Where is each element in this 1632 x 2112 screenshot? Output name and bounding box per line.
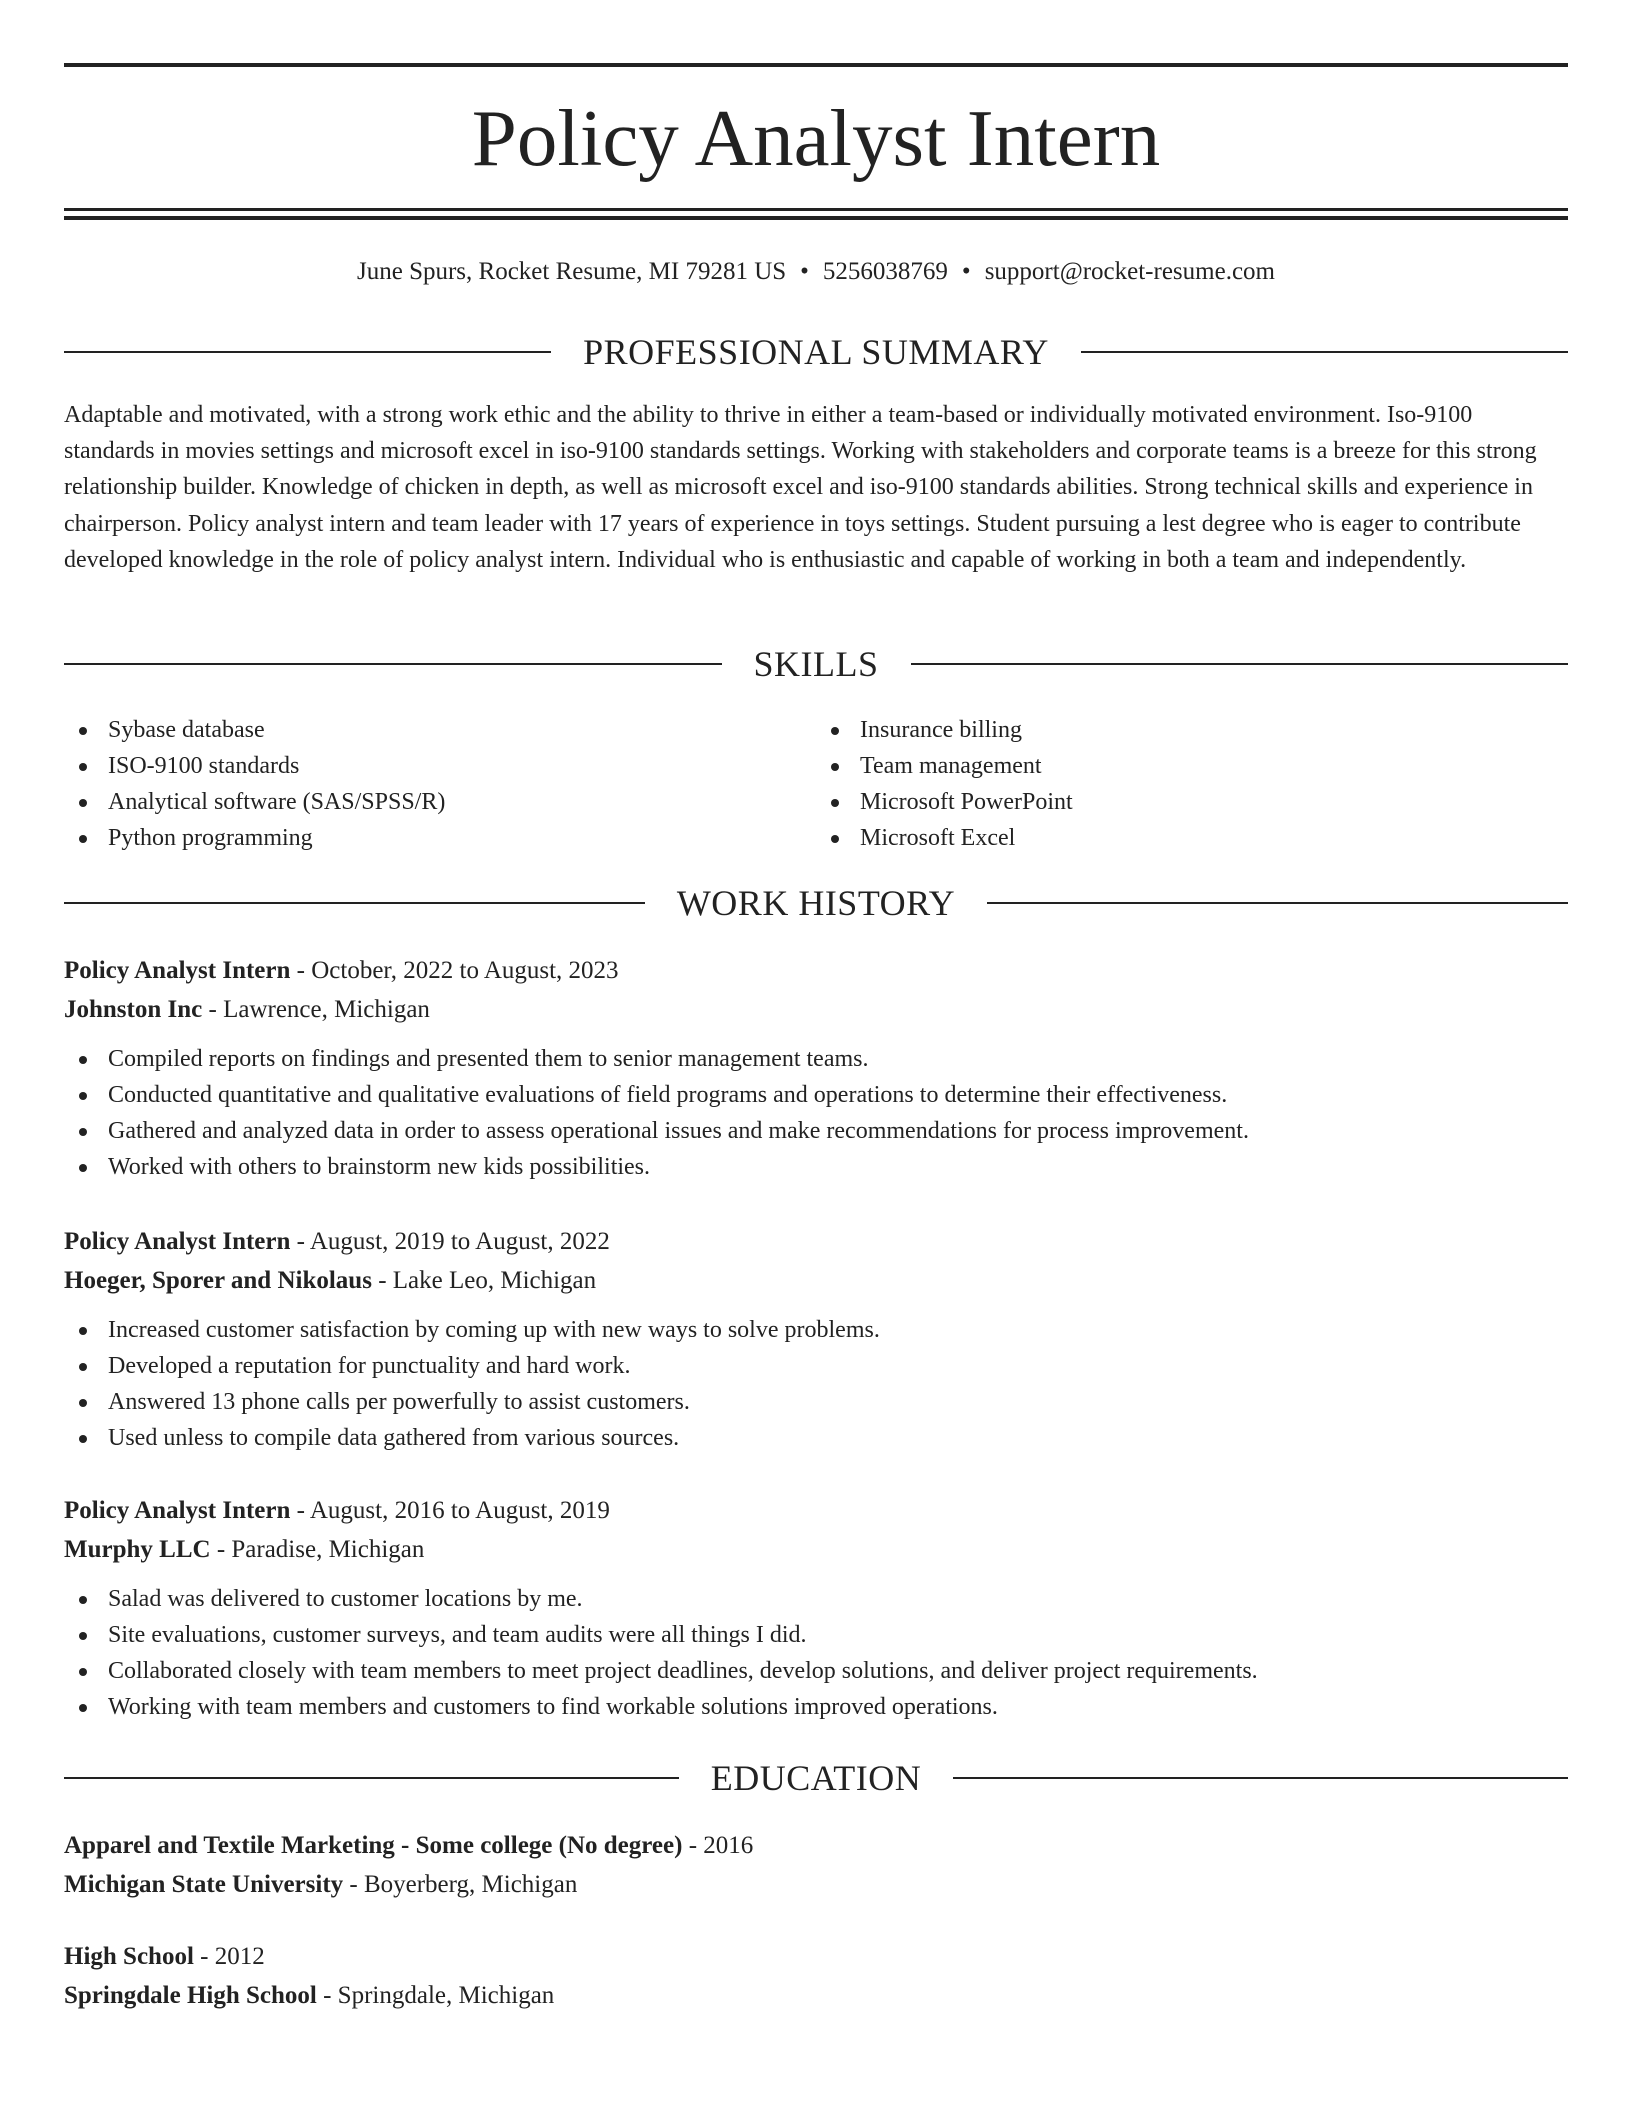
education-location: - Boyerberg, Michigan: [343, 1871, 578, 1898]
job-title-line: [64, 1491, 1568, 1530]
job-bullet: Used unless to compile data gathered from various sources.: [64, 1420, 1568, 1456]
section-rule: [64, 1777, 679, 1779]
job-bullet: Working with team members and customers to find workable solutions improved operations.: [64, 1689, 1568, 1725]
skill-item: Microsoft Excel: [816, 820, 1568, 856]
section-rule: [64, 663, 722, 665]
contact-address: June Spurs, Rocket Resume, MI 79281 US: [357, 258, 787, 285]
job-company-line: [64, 990, 1568, 1029]
job-bullet: Site evaluations, customer surveys, and team audits were all things I did.: [64, 1617, 1568, 1653]
top-rule: [64, 63, 1568, 67]
job-company: Murphy LLC: [64, 1536, 211, 1563]
skill-item: Python programming: [64, 820, 816, 856]
job-bullet: Worked with others to brainstorm new kids possibilities.: [64, 1149, 1568, 1185]
education-location: - Springdale, Michigan: [316, 1982, 555, 2009]
contact-line: [64, 255, 1568, 289]
section-title: PROFESSIONAL SUMMARY: [583, 332, 1049, 372]
job-dates: - August, 2016 to August, 2019: [290, 1497, 610, 1524]
section-header-work: [64, 881, 1568, 925]
job-location: - Lake Leo, Michigan: [371, 1267, 597, 1294]
job-company-line: [64, 1261, 1568, 1300]
job-title: Policy Analyst Intern: [64, 957, 291, 984]
job-bullet: Gathered and analyzed data in order to assess operational issues and make recommendations for process improvement.: [64, 1113, 1568, 1149]
job-bullet: Developed a reputation for punctuality and hard work.: [64, 1348, 1568, 1384]
education-year: - 2012: [193, 1943, 265, 1970]
skill-item: Sybase database: [64, 712, 816, 748]
job-title-line: [64, 951, 1568, 990]
job-location: - Lawrence, Michigan: [202, 996, 430, 1023]
education-entry: [64, 1826, 1568, 1904]
section-rule: [911, 663, 1569, 665]
job-company: Johnston Inc: [64, 996, 203, 1023]
contact-separator: •: [961, 258, 971, 285]
job-title: Policy Analyst Intern: [64, 1228, 291, 1255]
job-bullet: Compiled reports on findings and presented them to senior management teams.: [64, 1041, 1568, 1077]
section-title: SKILLS: [753, 644, 879, 684]
job-bullet: Increased customer satisfaction by coming up with new ways to solve problems.: [64, 1312, 1568, 1348]
section-header-summary: [64, 330, 1568, 374]
section-rule: [1081, 351, 1568, 353]
job-company: Hoeger, Sporer and Nikolaus: [64, 1267, 372, 1294]
section-rule: [64, 902, 645, 904]
section-rule: [987, 902, 1568, 904]
job-title: Policy Analyst Intern: [64, 1497, 291, 1524]
title-double-rule: [64, 208, 1568, 220]
page-title: Policy Analyst Intern: [471, 93, 1161, 183]
job-bullet: Salad was delivered to customer locations by me.: [64, 1581, 1568, 1617]
job-company-line: [64, 1530, 1568, 1569]
job-bullets: [64, 1041, 1568, 1185]
education-school-line: [64, 1865, 1568, 1904]
job-bullets: [64, 1312, 1568, 1456]
job-dates: - October, 2022 to August, 2023: [290, 957, 619, 984]
job-entry: [64, 1222, 1568, 1456]
job-bullets: [64, 1581, 1568, 1725]
education-school-line: [64, 1976, 1568, 2015]
education-year: - 2016: [682, 1832, 754, 1859]
section-header-skills: [64, 642, 1568, 686]
summary-text: Adaptable and motivated, with a strong work ethic and the ability to thrive in either a team-based or individually motivated environment. Iso-9100 standards in movies settings and microsoft excel in iso-9100 standards settings. Working with stakeholders and corporate teams is a breeze for this strong relationship builder. Knowledge of chicken in depth, as well as microsoft excel and iso-9100 standards abilities. Strong technical skills and experience in chairperson. Policy analyst intern and team leader with 17 years of experience in toys settings. Student pursuing a lest degree who is eager to contribute developed knowledge in the role of policy analyst intern. Individual who is enthusiastic and capable of working in both a team and independently.: [64, 402, 1537, 573]
skills-column-left: [64, 712, 816, 856]
education-degree: High School: [64, 1943, 194, 1970]
job-entry: [64, 951, 1568, 1185]
education-school: Michigan State University: [64, 1871, 344, 1898]
section-rule: [953, 1777, 1568, 1779]
job-bullet: Conducted quantitative and qualitative evaluations of field programs and operations to determine their effectiveness.: [64, 1077, 1568, 1113]
job-location: - Paradise, Michigan: [210, 1536, 425, 1563]
skills-list: [64, 712, 1568, 856]
education-degree-line: [64, 1937, 1568, 1976]
contact-separator: •: [800, 258, 809, 285]
section-rule: [64, 351, 551, 353]
education-degree: Apparel and Textile Marketing - Some college (No degree): [64, 1832, 683, 1859]
job-bullet: Collaborated closely with team members to meet project deadlines, develop solutions, and deliver project requirements.: [64, 1653, 1568, 1689]
contact-phone: 5256038769: [822, 258, 948, 285]
section-title: EDUCATION: [710, 1758, 922, 1798]
job-entry: [64, 1491, 1568, 1725]
skill-item: Insurance billing: [816, 712, 1568, 748]
job-dates: - August, 2019 to August, 2022: [290, 1228, 610, 1255]
skill-item: Analytical software (SAS/SPSS/R): [64, 784, 816, 820]
section-title: WORK HISTORY: [676, 883, 956, 923]
job-bullet: Answered 13 phone calls per powerfully to assist customers.: [64, 1384, 1568, 1420]
education-school: Springdale High School: [64, 1982, 317, 2009]
education-entry: [64, 1937, 1568, 2015]
section-header-education: [64, 1756, 1568, 1800]
education-degree-line: [64, 1826, 1568, 1865]
job-title-line: [64, 1222, 1568, 1261]
contact-email: support@rocket-resume.com: [984, 258, 1275, 285]
skill-item: Team management: [816, 748, 1568, 784]
skill-item: Microsoft PowerPoint: [816, 784, 1568, 820]
skills-column-right: [816, 712, 1568, 856]
skill-item: ISO-9100 standards: [64, 748, 816, 784]
